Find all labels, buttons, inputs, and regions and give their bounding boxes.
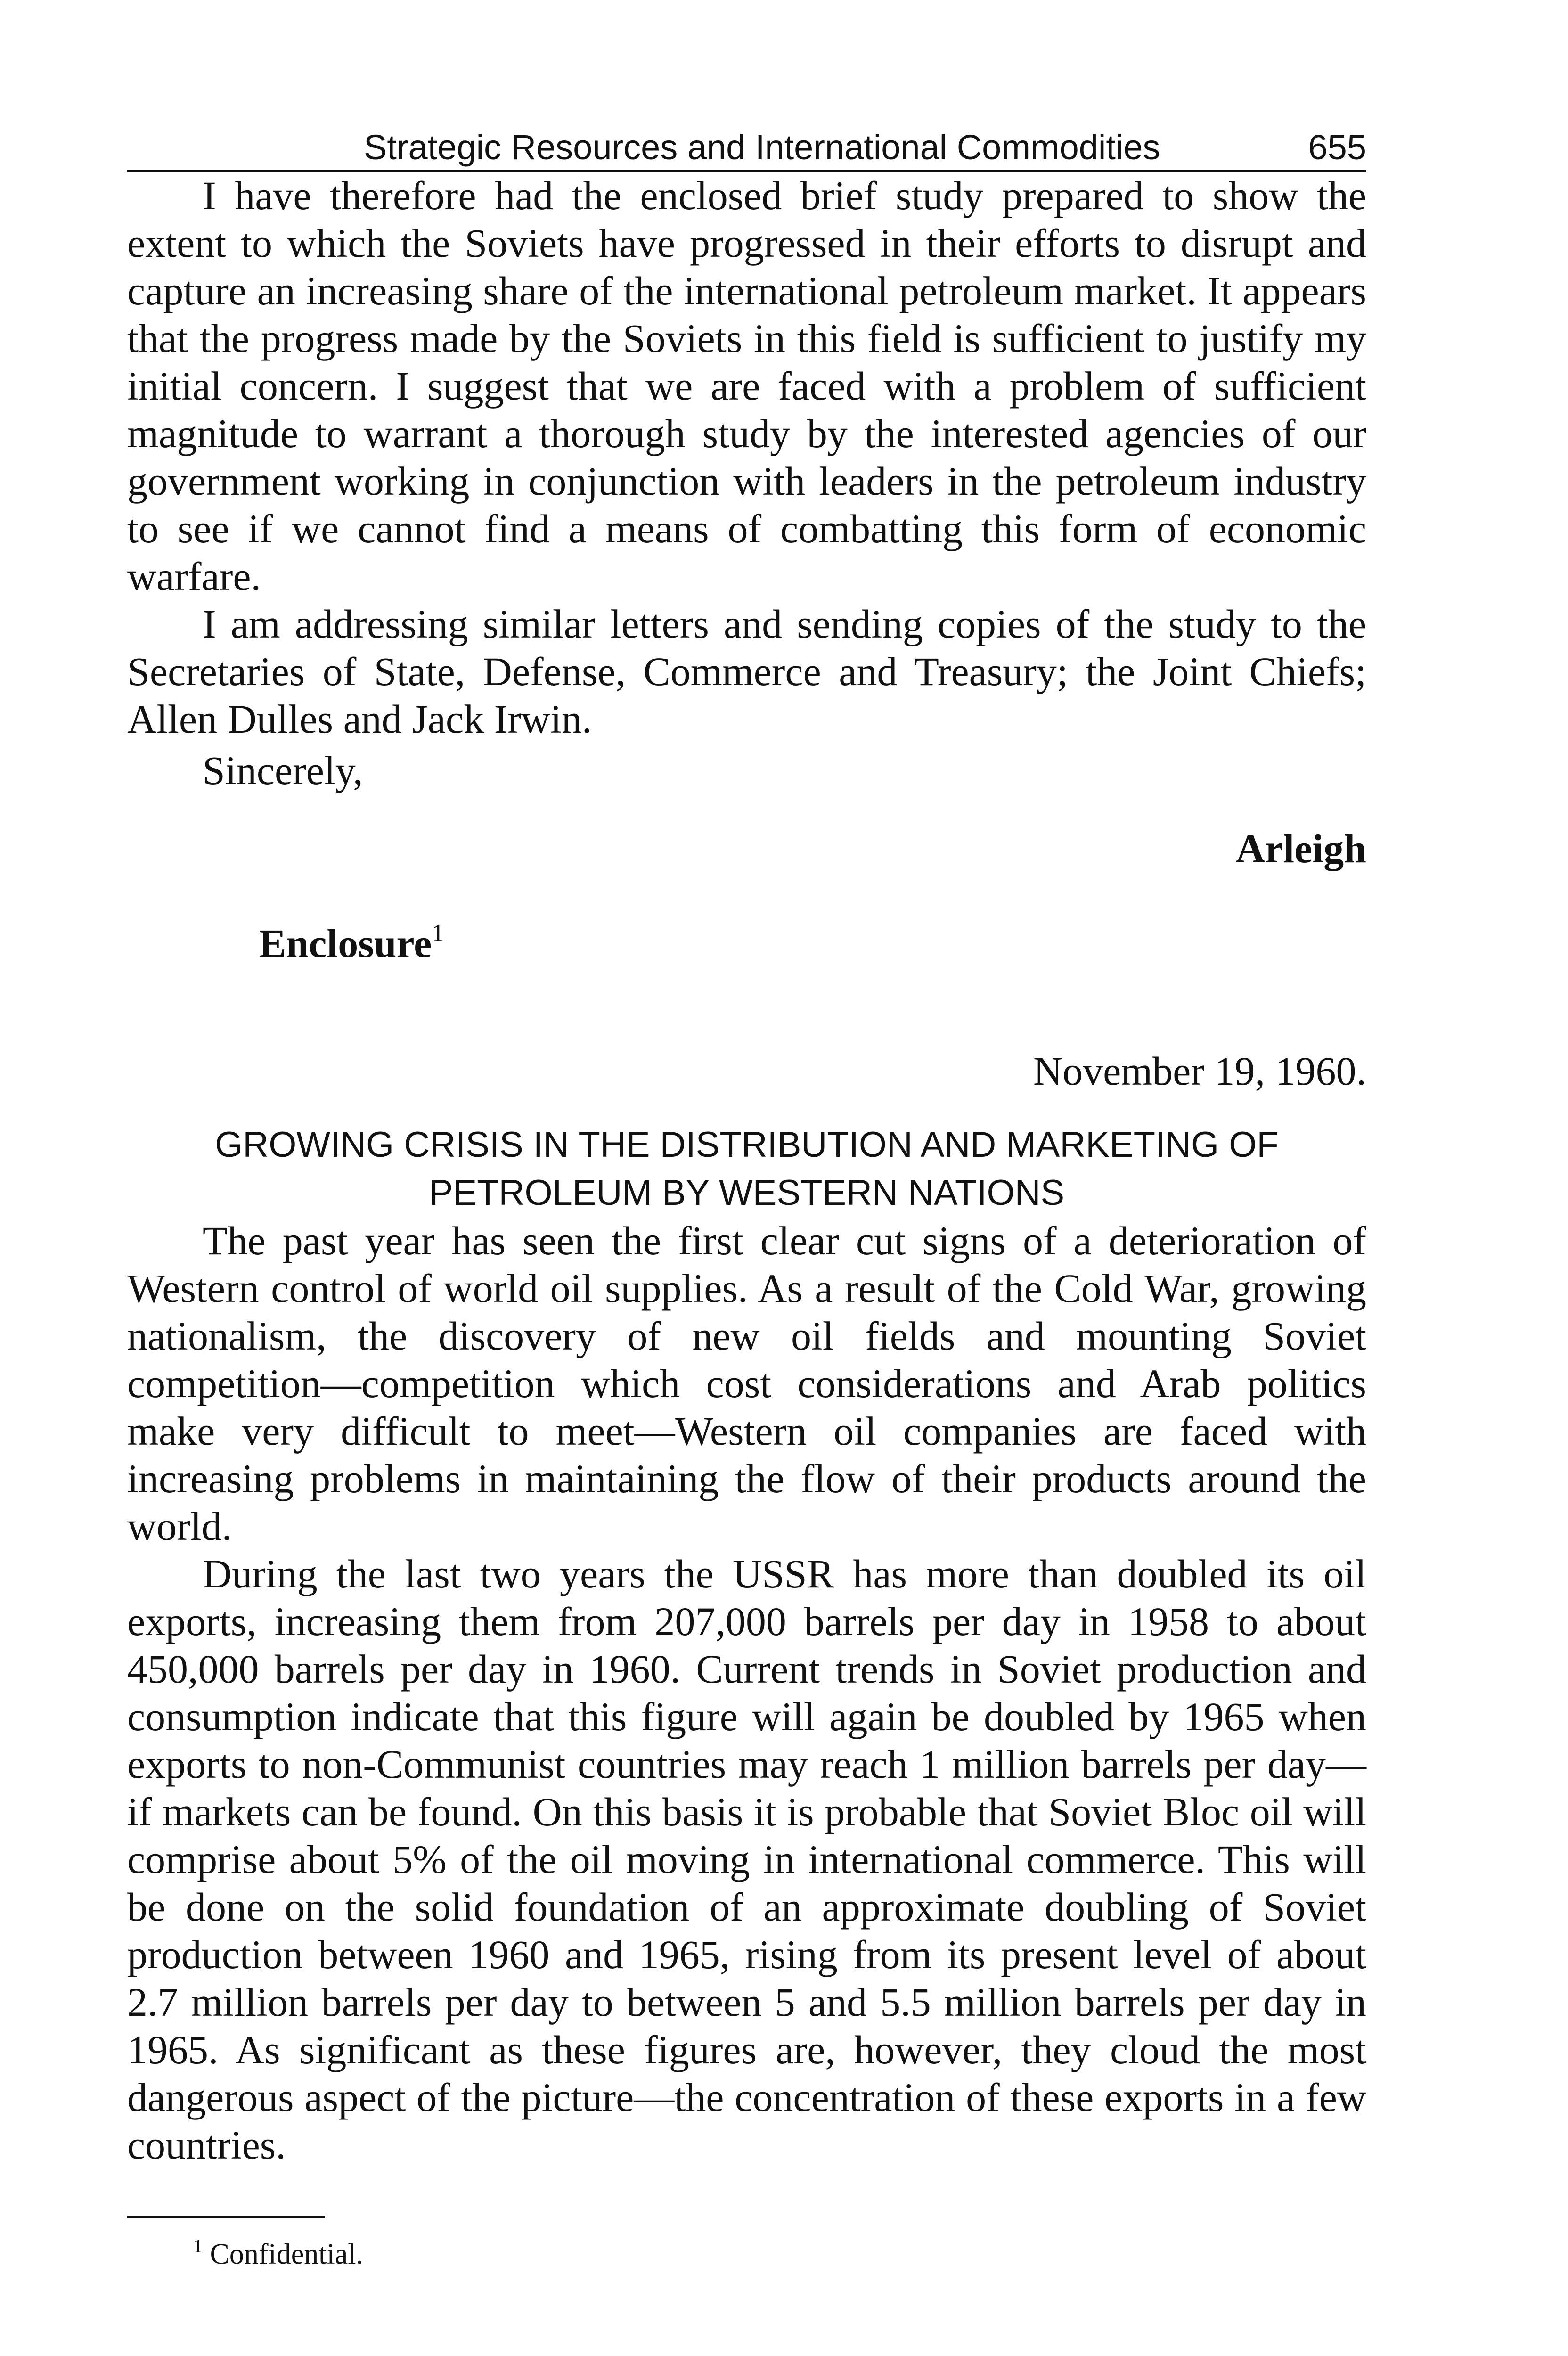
footnote <box>127 2235 1366 2273</box>
enclosure-label-text: Enclosure <box>259 921 432 966</box>
enclosure-label <box>127 920 1366 967</box>
document-date: November 19, 1960. <box>1033 1048 1366 1094</box>
letter-paragraph-2: I am addressing similar letters and sending copies of the study to the Secretaries of State, Defense, Commerce and Treasury; the Joint Chiefs; Allen Dulles and Jack Irwin. <box>127 601 1366 742</box>
footnote-rule <box>127 2216 325 2218</box>
footnote-mark: 1 <box>193 2235 203 2257</box>
letter-paragraph-1: I have therefore had the enclosed brief study prepared to show the extent to which the Soviets have progressed in their efforts to disrupt and capture an increasing share of the international petroleum market. It appears that the progress made by the Soviets in this field is sufficient to justify my initial concern. I suggest that we are faced with a problem of sufficient magnitude to warrant a thorough study by the interested agencies of our government working in conjunction with leaders in the petroleum industry to see if we cannot find a means of combatting this form of economic warfare. <box>127 173 1366 599</box>
study-title <box>127 1121 1366 1217</box>
study-paragraph-2: During the last two years the USSR has more than doubled its oil exports, increasing them from 207,000 barrels per day in 1958 to about 450,000 barrels per day in 1960. Current trends in Soviet production and consumption indicate that this figure will again be doubled by 1965 when exports to non-Communist countries may reach 1 million barrels per day—if markets can be found. On this basis it is probable that Soviet Bloc oil will comprise about 5% of the oil moving in international commerce. This will be done on the solid foundation of an approximate doubling of Soviet production between 1960 and 1965, rising from its present level of about 2.7 million barrels per day to between 5 and 5.5 million barrels per day in 1965. As significant as these figures are, however, they cloud the most dangerous aspect of the picture—the concentration of these exports in a few countries. <box>127 1551 1366 2168</box>
enclosure-footnote-mark: 1 <box>432 920 444 947</box>
signature: Arleigh <box>1235 826 1366 871</box>
page <box>127 118 1366 2273</box>
study-paragraph-1: The past year has seen the first clear cut signs of a deterioration of Western control of world oil supplies. As a result of the Cold War, growing nationalism, the discovery of new oil fields and mounting Soviet competition—competition which cost considerations and Arab politics make very difficult to meet—Western oil companies are faced with increasing problems in maintaining the flow of their products around the world. <box>127 1218 1366 1549</box>
running-head-title: Strategic Resources and International Commodities <box>364 128 1160 167</box>
study-title-line-2: PETROLEUM BY WESTERN NATIONS <box>429 1173 1065 1213</box>
page-number: 655 <box>1308 128 1366 167</box>
running-head <box>127 118 1366 172</box>
study-title-line-1: GROWING CRISIS IN THE DISTRIBUTION AND MARKETING OF <box>215 1125 1279 1165</box>
letter-closing: Sincerely, <box>203 748 363 793</box>
footnote-text: Confidential. <box>210 2238 363 2270</box>
